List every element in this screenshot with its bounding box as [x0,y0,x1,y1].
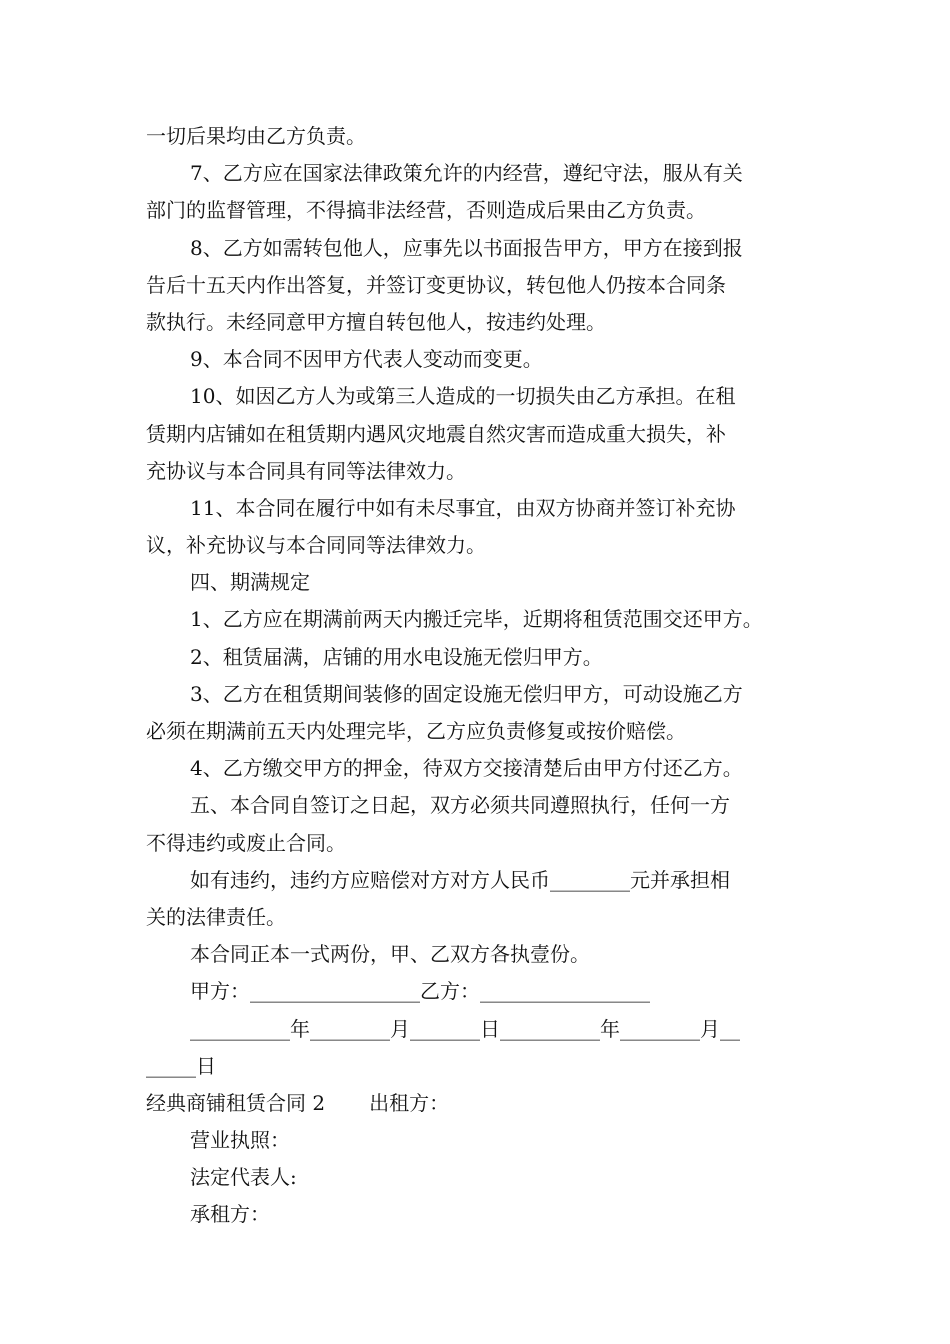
text-line: 7、乙方应在国家法律政策允许的内经营，遵纪守法，服从有关 [190,161,743,186]
lessee-label: 承租方： [190,1202,270,1227]
legal-representative-label: 法定代表人: [190,1165,297,1190]
text-line: 必须在期满前五天内处理完毕，乙方应负责修复或按价赔偿。 [146,719,686,743]
contract-title: 经典商铺租赁合同 2 [146,1090,326,1115]
text-line: 不得违约或废止合同。 [146,830,346,855]
section-heading: 四、期满规定 [190,570,310,595]
signature-line: 甲方：_________________乙方：_________________ [190,979,650,1004]
document-body [146,118,826,1234]
date-line-continued: _____日 [146,1053,216,1078]
text-line: 本合同正本一式两份，甲、乙双方各执壹份。 [190,942,590,967]
text-line: 2、租赁届满，店铺的用水电设施无偿归甲方。 [190,644,603,669]
text-line: 11、本合同在履行中如有未尽事宜，由双方协商并签订补充协 [190,495,736,520]
text-line: 3、乙方在租赁期间装修的固定设施无偿归甲方，可动设施乙方 [190,681,743,706]
text-line: 充协议与本合同具有同等法律效力。 [146,458,466,483]
text-line: 8、乙方如需转包他人，应事先以书面报告甲方，甲方在接到报 [190,235,743,260]
text-line: 五、本合同自签订之日起，双方必须共同遵照执行，任何一方 [190,793,730,818]
contract-title-line [146,1085,826,1122]
text-line: 一切后果均由乙方负责。 [146,124,366,148]
text-line: 关的法律责任。 [146,904,286,929]
text-line: 1、乙方应在期满前两天内搬迁完毕，近期将租赁范围交还甲方。 [190,607,763,632]
text-line: 4、乙方缴交甲方的押金，待双方交接清楚后由甲方付还乙方。 [190,756,743,781]
text-line: 赁期内店铺如在租赁期内遇风灾地震自然灾害而造成重大损失，补 [146,421,726,446]
text-line: 议，补充协议与本合同同等法律效力。 [146,533,486,558]
lessor-label: 出租方： [369,1090,450,1115]
contract-text [146,118,826,1234]
text-line: 部门的监督管理，不得搞非法经营，否则造成后果由乙方负责。 [146,198,706,223]
text-line: 9、本合同不因甲方代表人变动而变更。 [190,347,543,372]
date-line: __________年________月_______日__________年________月__ [190,1016,740,1041]
business-license-label: 营业执照： [190,1128,290,1153]
text-line: 如有违约，违约方应赔偿对方对方人民币________元并承担相 [190,867,730,892]
text-line: 告后十五天内作出答复，并签订变更协议，转包他人仍按本合同条 [146,272,726,297]
text-line: 10、如因乙方人为或第三人造成的一切损失由乙方承担。在租 [190,384,736,409]
text-line: 款执行。未经同意甲方擅自转包他人，按违约处理。 [146,309,606,334]
